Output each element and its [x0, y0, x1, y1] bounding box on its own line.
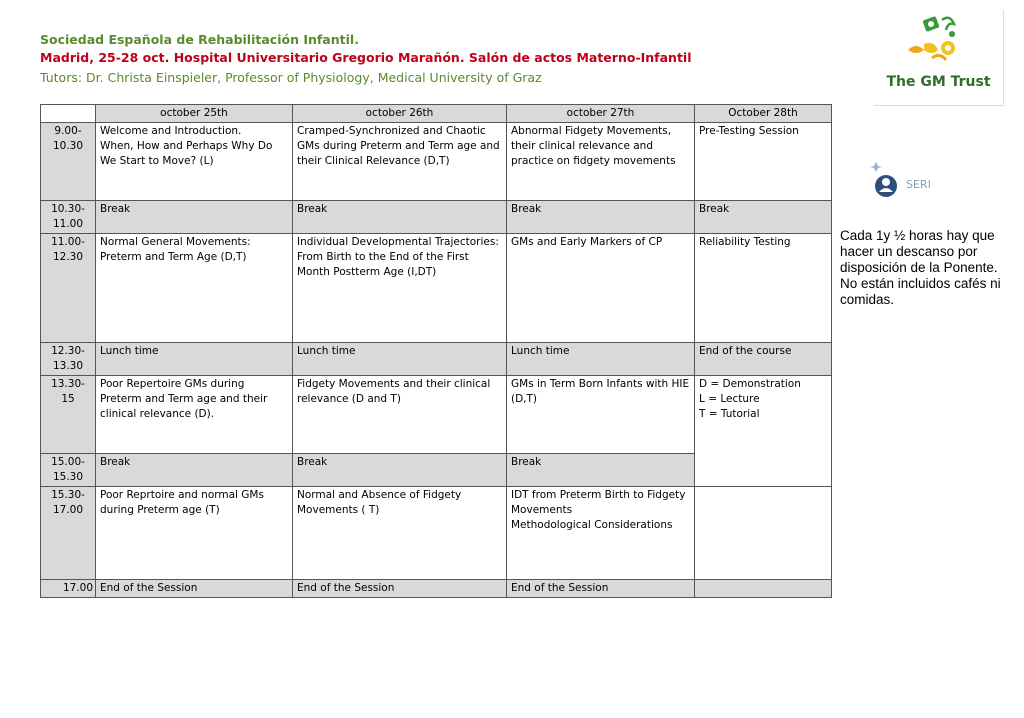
day-header: october 25th	[96, 105, 293, 123]
time-slot: 13.30- 15	[41, 376, 96, 454]
table-row	[41, 580, 832, 598]
time-slot: 15.00- 15.30	[41, 454, 96, 487]
time-slot: 11.00- 12.30	[41, 234, 96, 343]
session-cell: Break	[96, 201, 293, 234]
session-cell: Fidgety Movements and their clinical relevance (D and T)	[293, 376, 507, 454]
legend-cell: D = Demonstration L = Lecture T = Tutorial	[695, 376, 832, 487]
table-row	[41, 487, 832, 580]
seri-label: SERI	[906, 178, 931, 191]
table-row	[41, 376, 832, 454]
session-cell: Poor Reprtoire and normal GMs during Preterm age (T)	[96, 487, 293, 580]
course-schedule-table	[40, 104, 832, 598]
day-header: october 27th	[507, 105, 695, 123]
session-cell: GMs in Term Born Infants with HIE (D,T)	[507, 376, 695, 454]
session-cell: Lunch time	[507, 343, 695, 376]
time-slot: 17.00	[41, 580, 96, 598]
time-slot: 9.00- 10.30	[41, 123, 96, 201]
time-slot: 12.30- 13.30	[41, 343, 96, 376]
session-cell: End of the course	[695, 343, 832, 376]
session-cell: Poor Repertoire GMs during Preterm and Term age and their clinical relevance (D).	[96, 376, 293, 454]
gm-trust-emblem-icon	[902, 14, 974, 74]
session-cell: Break	[507, 201, 695, 234]
day-header: October 28th	[695, 105, 832, 123]
table-row	[41, 201, 832, 234]
session-cell: End of the Session	[293, 580, 507, 598]
event-location: Madrid, 25-28 oct. Hospital Universitario Gregorio Marañón. Salón de actos Materno-Infantil	[40, 50, 692, 65]
time-slot: 10.30- 11.00	[41, 201, 96, 234]
session-cell	[695, 487, 832, 580]
session-cell: Abnormal Fidgety Movements, their clinical relevance and practice on fidgety movements	[507, 123, 695, 201]
gm-trust-logo	[874, 10, 1004, 106]
session-cell: IDT from Preterm Birth to Fidgety Movements Methodological Considerations	[507, 487, 695, 580]
session-cell: Break	[507, 454, 695, 487]
table-row	[41, 343, 832, 376]
session-cell: Lunch time	[293, 343, 507, 376]
session-cell: Break	[96, 454, 293, 487]
session-cell: Reliability Testing	[695, 234, 832, 343]
session-cell: End of the Session	[96, 580, 293, 598]
break-note: Cada 1y ½ horas hay que hacer un descanso por disposición de la Ponente. No están incluidos cafés ni comidas.	[840, 228, 1001, 307]
time-slot: 15.30- 17.00	[41, 487, 96, 580]
seri-logo	[866, 158, 946, 204]
session-cell: Break	[695, 201, 832, 234]
session-cell: End of the Session	[507, 580, 695, 598]
corner-cell	[41, 105, 96, 123]
table-row	[41, 123, 832, 201]
organization-title: Sociedad Española de Rehabilitación Infantil.	[40, 32, 359, 47]
session-cell: Cramped-Synchronized and Chaotic GMs during Preterm and Term age and their Clinical Relevance (D,T)	[293, 123, 507, 201]
session-cell	[695, 580, 832, 598]
seri-emblem-icon	[866, 158, 906, 204]
session-cell: GMs and Early Markers of CP	[507, 234, 695, 343]
session-cell: Normal General Movements: Preterm and Term Age (D,T)	[96, 234, 293, 343]
session-cell: Normal and Absence of Fidgety Movements ( T)	[293, 487, 507, 580]
day-header: october 26th	[293, 105, 507, 123]
session-cell: Pre-Testing Session	[695, 123, 832, 201]
gm-trust-label: The GM Trust	[886, 74, 991, 90]
session-cell: Welcome and Introduction. When, How and Perhaps Why Do We Start to Move? (L)	[96, 123, 293, 201]
session-cell: Individual Developmental Trajectories: From Birth to the End of the First Month Postterm Age (I,DT)	[293, 234, 507, 343]
table-row	[41, 234, 832, 343]
session-cell: Break	[293, 454, 507, 487]
tutors-line: Tutors: Dr. Christa Einspieler, Professor of Physiology, Medical University of Graz	[40, 70, 542, 85]
session-cell: Break	[293, 201, 507, 234]
session-cell: Lunch time	[96, 343, 293, 376]
